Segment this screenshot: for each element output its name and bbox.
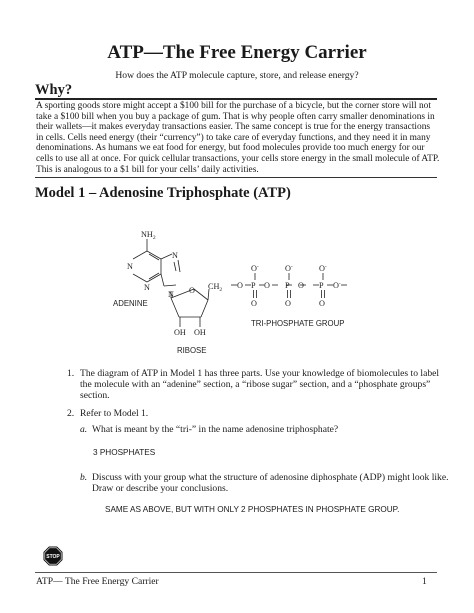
atom-ch2: $CH_2$	[208, 282, 223, 293]
atom-p3: P	[319, 281, 324, 290]
atom-p1: P	[251, 281, 256, 290]
atom-oh-3: OH	[194, 328, 206, 337]
answer-2b: SAME AS ABOVE, BUT WITH ONLY 2 PHOSPHATES IN PHOSPHATE GROUP.	[105, 505, 400, 514]
footer-title: ATP— The Free Energy Carrier	[36, 576, 159, 587]
answer-2a: 3 PHOSPHATES	[93, 448, 156, 457]
triphosphate-label: TRI-PHOSPHATE GROUP	[251, 319, 345, 328]
atom-o-minus-p2: O-	[285, 264, 293, 273]
why-paragraph	[36, 101, 438, 175]
atom-o-double-p2: O	[285, 299, 291, 308]
atom-o-bridge: O	[264, 281, 270, 290]
question-line: Draw or describe your conclusions.	[92, 483, 229, 495]
stop-sign-icon	[43, 546, 63, 566]
why-line: cells to use all at once. For quick cellular transactions, your cells store energy in the small molecule of ATP.	[36, 153, 440, 164]
atom-nh2: $NH_2$	[141, 230, 156, 241]
atom-o-bridge: O	[298, 281, 304, 290]
question-line: The diagram of ATP in Model 1 has three parts. Use your knowledge of biomolecules to label	[80, 368, 440, 379]
question-2a-text: What is meant by the “tri-” in the name adenosine triphosphate?	[92, 424, 339, 435]
atom-n9: N	[168, 290, 174, 299]
atom-p2: P	[285, 281, 290, 290]
why-line: in cells. Cells need energy (their “currency”) to take care of everyday functions, and they need it in many	[36, 132, 431, 143]
atom-n1: N	[127, 262, 133, 271]
atom-n7: N	[172, 251, 178, 260]
question-2-number: 2.	[67, 408, 75, 419]
atp-bonds	[133, 239, 347, 327]
question-2a-letter: a.	[80, 424, 88, 435]
question-line: the molecule with an “adenine” section, a “ribose sugar” section, and a “phosphate groups”	[80, 379, 431, 391]
why-line: their wallets—it makes everyday transactions easier. The same concept is true for the energy transactions	[36, 122, 431, 133]
atp-part-labels	[113, 299, 344, 355]
page-number: 1	[422, 576, 427, 587]
atom-oh-2: OH	[174, 328, 186, 337]
question-2b-letter: b.	[80, 472, 88, 483]
why-line: denominations. As humans we eat food for energy, but food molecules provide too much energy for our	[36, 143, 425, 154]
question-2b-text	[92, 472, 449, 495]
question-line: section.	[80, 390, 110, 402]
adenine-label: ADENINE	[113, 299, 148, 308]
question-1-text	[80, 368, 440, 402]
atp-atoms	[127, 230, 341, 337]
atom-o-minus-p3: O-	[319, 264, 327, 273]
page-title: ATP—The Free Energy Carrier	[107, 42, 367, 63]
atom-n3: N	[144, 283, 150, 292]
why-line: A sporting goods store might accept a $100 bill for the purchase of a bicycle, but the corner store will not	[36, 101, 431, 111]
atom-o-terminal: O-	[333, 281, 341, 290]
why-top-rule	[35, 98, 437, 100]
footer-rule	[35, 572, 437, 573]
question-line: Discuss with your group what the structure of adenosine diphosphate (ADP) might look like.	[92, 472, 449, 483]
why-bottom-rule	[35, 177, 437, 178]
why-heading: Why?	[35, 82, 73, 98]
atom-o-minus-p1: O-	[251, 264, 259, 273]
stop-sign-label: STOP	[46, 554, 60, 561]
atom-o-bridge: O	[237, 281, 243, 290]
atom-o-double-p3: O	[319, 299, 325, 308]
question-2-text: Refer to Model 1.	[80, 408, 149, 419]
why-line: take a $100 bill when you buy a package of gum. That is why people often carry smaller denominations in	[36, 111, 435, 122]
why-line: This is analogous to a $1 bill for your cells’ daily activities.	[36, 164, 259, 175]
atom-o-double-p1: O	[251, 299, 257, 308]
question-1-number: 1.	[67, 368, 75, 379]
model-heading: Model 1 – Adenosine Triphosphate (ATP)	[35, 185, 291, 201]
page-subtitle: How does the ATP molecule capture, store, and release energy?	[115, 70, 359, 81]
ribose-label: RIBOSE	[177, 346, 207, 355]
atom-ring-o: O	[189, 286, 195, 295]
